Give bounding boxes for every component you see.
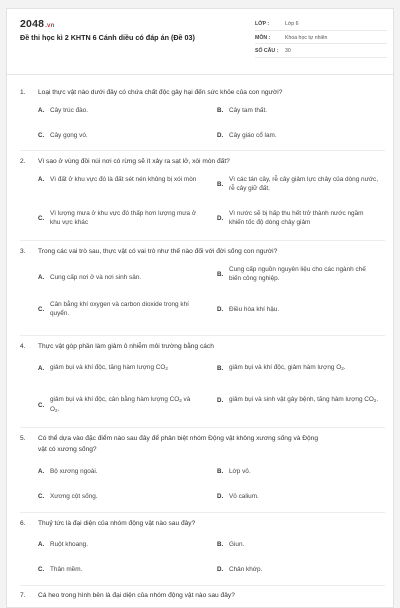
- option-c[interactable]: C. Cân bằng khí oxygen và carbon dioxide trong khí quyển.: [38, 301, 189, 317]
- question-divider: [20, 427, 385, 428]
- meta-row-class: [255, 19, 387, 31]
- question-text-continued: vật có xương sống?: [38, 446, 97, 453]
- site-logo[interactable]: [20, 18, 54, 30]
- question-text: 4. Thực vật góp phần làm giảm ô nhiễm môi trường bằng cách: [20, 343, 214, 350]
- option-b[interactable]: B. Cây tam thất.: [217, 107, 268, 114]
- meta-label: SỐ CÂU :: [255, 48, 279, 55]
- question-divider: [20, 512, 385, 513]
- logo-main: 2048: [20, 18, 45, 30]
- option-c[interactable]: C. Thân mềm.: [38, 566, 83, 573]
- option-a[interactable]: A. Bộ xương ngoài.: [38, 468, 98, 475]
- option-d[interactable]: D. Vỏ calium.: [217, 493, 259, 500]
- meta-value: 30: [285, 48, 291, 55]
- option-b[interactable]: B. Vì các tán cây, rễ cây giảm lực chảy của dòng nước, rễ cây giữ đất.: [217, 176, 379, 192]
- question-text: 7. Cá heo trong hình bên là đại diện của nhóm động vật nào sau đây?: [20, 592, 235, 599]
- exam-title: Đề thi học kì 2 KHTN 6 Cánh diều có đáp án (Đề 03): [20, 33, 195, 42]
- option-b[interactable]: B. Giun.: [217, 541, 245, 548]
- exam-meta: [255, 19, 387, 60]
- question-divider: [20, 240, 385, 241]
- question-divider: [20, 150, 385, 151]
- option-c[interactable]: C. Xương cột sống.: [38, 493, 98, 500]
- question-text: 2. Vì sao ở vùng đồi núi nơi có rừng sẽ ít xảy ra sạt lở, xói mòn đất?: [20, 158, 230, 165]
- meta-value: Lớp 6: [285, 21, 299, 28]
- option-d[interactable]: D. Vì nước sẽ bị hấp thu hết trở thành nước ngầm khiến tốc độ dòng chảy giảm: [217, 210, 364, 226]
- question-text: 6. Thuỷ tức là đại diện của nhóm động vật nào sau đây?: [20, 520, 196, 527]
- question-text: 3. Trong các vai trò sau, thực vật có vai trò như thế nào đối với đời sống con người?: [20, 248, 278, 255]
- exam-header: [7, 9, 393, 75]
- logo-suffix: .vn: [45, 23, 55, 29]
- meta-label: MÔN :: [255, 34, 271, 41]
- option-b[interactable]: B. Lớp vỏ.: [217, 468, 251, 475]
- question-text: 1. Loại thực vật nào dưới đây có chứa chất độc gây hại đến sức khỏe của con người?: [20, 89, 283, 96]
- meta-row-count: [255, 46, 387, 58]
- option-a[interactable]: A. Cây trúc đào.: [38, 107, 89, 114]
- option-d[interactable]: D. giảm bụi và sinh vật gây bệnh, tăng hàm lượng $CO_2$.: [217, 396, 379, 404]
- option-a[interactable]: A. Cung cấp nơi ở và nơi sinh sản.: [38, 274, 142, 281]
- meta-value: Khoa học tự nhiên: [285, 34, 328, 41]
- option-a[interactable]: A. Ruột khoang.: [38, 541, 89, 548]
- option-c[interactable]: C. Cây gọng vó.: [38, 132, 88, 139]
- question-divider: [20, 585, 385, 586]
- option-a[interactable]: A. Vì đất ở khu vực đó là đất sét nén không bị xói mòn: [38, 176, 197, 183]
- meta-label: LỚP :: [255, 21, 270, 28]
- meta-row-subject: [255, 33, 387, 45]
- option-b[interactable]: B. giảm bụi và khí độc, giảm hàm lượng $O_2$.: [217, 364, 346, 372]
- option-a[interactable]: A. giảm bụi và khí độc, tăng hàm lượng $CO_2$: [38, 364, 168, 372]
- question-divider: [20, 335, 385, 336]
- option-d[interactable]: D. Điều hòa khí hậu.: [217, 306, 280, 313]
- option-d[interactable]: D. Chân khớp.: [217, 566, 263, 573]
- option-d[interactable]: D. Cây giáo cổ lam.: [217, 132, 277, 139]
- question-text: 5. Có thể dựa vào đặc điểm nào sau đây để phân biệt nhóm Động vật không xương sống và Động: [20, 435, 319, 442]
- option-b[interactable]: B. Cung cấp nguồn nguyên liệu cho các ngành chế biến công nghiệp.: [217, 266, 366, 282]
- option-c[interactable]: C. giảm bụi và khí độc, cân bằng hàm lượng $CO_2$ và $O_2$.: [38, 396, 191, 413]
- exam-page: [6, 8, 394, 608]
- option-c[interactable]: C. Vì lượng mưa ở khu vực đó thấp hơn lượng mưa ở khu vực khác: [38, 210, 197, 226]
